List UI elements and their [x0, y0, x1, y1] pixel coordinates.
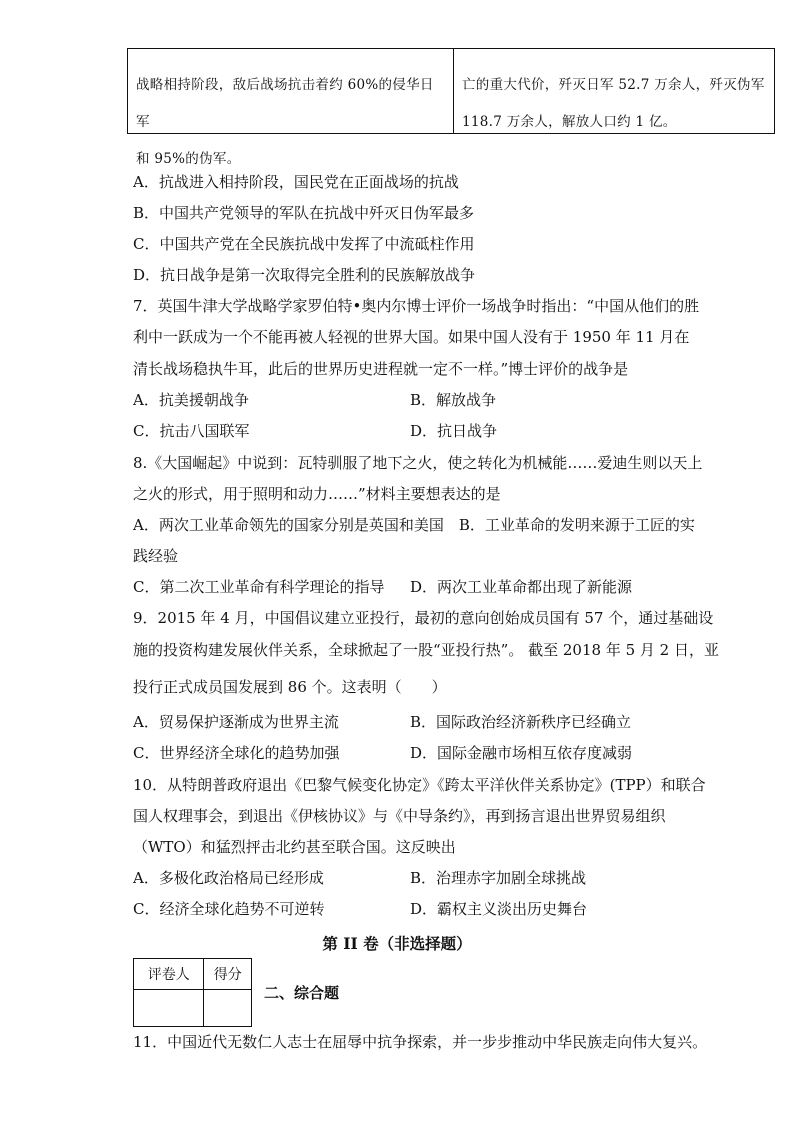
q7-option-b: B．解放战争	[410, 391, 497, 409]
q6-option-a: A．抗战进入相持阶段，国民党在正面战场的抗战	[133, 173, 459, 191]
q7-stem-line1: 7．英国牛津大学战略学家罗伯特•奥内尔博士评价一场战争时指出：“中国从他们的胜	[133, 297, 700, 315]
q6-option-c: C．中国共产党在全民族抗战中发挥了中流砥柱作用	[133, 235, 475, 253]
q7-option-a: A．抗美援朝战争	[133, 391, 249, 409]
q7-stem-line2: 利中一跃成为一个不能再被人轻视的世界大国。如果中国人没有于 1950 年 11 月在	[133, 328, 690, 346]
q7-option-d: D．抗日战争	[410, 422, 498, 440]
q6-option-b: B．中国共产党领导的军队在抗战中歼灭日伪军最多	[133, 204, 475, 222]
q10-option-c: C．经济全球化趋势不可逆转	[133, 900, 325, 918]
part2-title: 第 II 卷（非选择题）	[322, 934, 472, 953]
q9-option-b: B．国际政治经济新秩序已经确立	[410, 713, 632, 731]
q11-stem-line1: 11．中国近代无数仁人志士在屈辱中抗争探索，并一步步推动中华民族走向伟大复兴。	[133, 1033, 708, 1051]
score-header: 得分	[204, 959, 252, 990]
comparison-table	[127, 48, 775, 167]
q6-option-d: D．抗日战争是第一次取得完全胜利的民族解放战争	[133, 266, 476, 284]
q9-stem-line1: 9．2015 年 4 月，中国倡议建立亚投行，最初的意向创始成员国有 57 个，通过基础设	[133, 609, 714, 627]
q10-stem-line2: 国人权理事会，到退出《伊核协议》与《中导条约》，再到扬言退出世界贸易组织	[133, 807, 666, 825]
q8-option-c: C．第二次工业革命有科学理论的指导	[133, 578, 385, 596]
q10-option-b: B．治理赤字加剧全球挑战	[410, 869, 587, 887]
q9-option-a: A．贸易保护逐渐成为世界主流	[133, 713, 339, 731]
section-heading: 二、综合题	[264, 984, 340, 1002]
table-cell-left	[128, 49, 454, 167]
q10-stem-line3: （WTO）和猛烈抨击北约甚至联合国。这反映出	[133, 838, 456, 856]
score-table	[133, 958, 252, 1027]
q10-stem-line1: 10．从特朗普政府退出《巴黎气候变化协定》《跨太平洋伙伴关系协定》(TPP）和联合	[133, 776, 706, 794]
q8-stem-line1: 8.《大国崛起》中说到：瓦特驯服了地下之火，使之转化为机械能……爱迪生则以天上	[133, 454, 703, 472]
grader-field[interactable]	[134, 990, 204, 1027]
q9-stem-line2: 施的投资构建发展伙伴关系，全球掀起了一股“亚投行热”。 截至 2018 年 5 月 2 日，亚	[133, 641, 719, 659]
q7-option-c: C．抗击八国联军	[133, 422, 250, 440]
q9-option-c: C．世界经济全球化的趋势加强	[133, 744, 340, 762]
q8-option-b-cont: 践经验	[133, 547, 179, 565]
q10-option-a: A．多极化政治格局已经形成	[133, 869, 324, 887]
table-left-line2: 和 95%的伪军。	[136, 151, 241, 167]
q9-stem-line3: 投行正式成员国发展到 86 个。这表明（ ）	[133, 678, 447, 696]
q10-option-d: D．霸权主义淡出历史舞台	[410, 900, 588, 918]
q9-option-d: D．国际金融市场相互依存度减弱	[410, 744, 633, 762]
table-right-line2: 118.7 万余人，解放人口约 1 亿。	[462, 114, 677, 130]
q8-option-d: D．两次工业革命都出现了新能源	[410, 578, 633, 596]
score-field[interactable]	[204, 990, 252, 1027]
q8-option-ab: A．两次工业革命领先的国家分别是英国和美国 B．工业革命的发明来源于工匠的实	[133, 516, 695, 534]
grader-header: 评卷人	[134, 959, 204, 990]
table-right-line1: 亡的重大代价，歼灭日军 52.7 万余人，歼灭伪军	[462, 77, 765, 93]
table-cell-right	[454, 49, 774, 133]
q8-stem-line2: 之火的形式，用于照明和动力……”材料主要想表达的是	[133, 485, 501, 503]
table-left-line1: 战略相持阶段，敌后战场抗击着约 60%的侵华日军	[136, 77, 434, 130]
q7-stem-line3: 清长战场稳执牛耳，此后的世界历史进程就一定不一样。”博士评价的战争是	[133, 360, 629, 378]
